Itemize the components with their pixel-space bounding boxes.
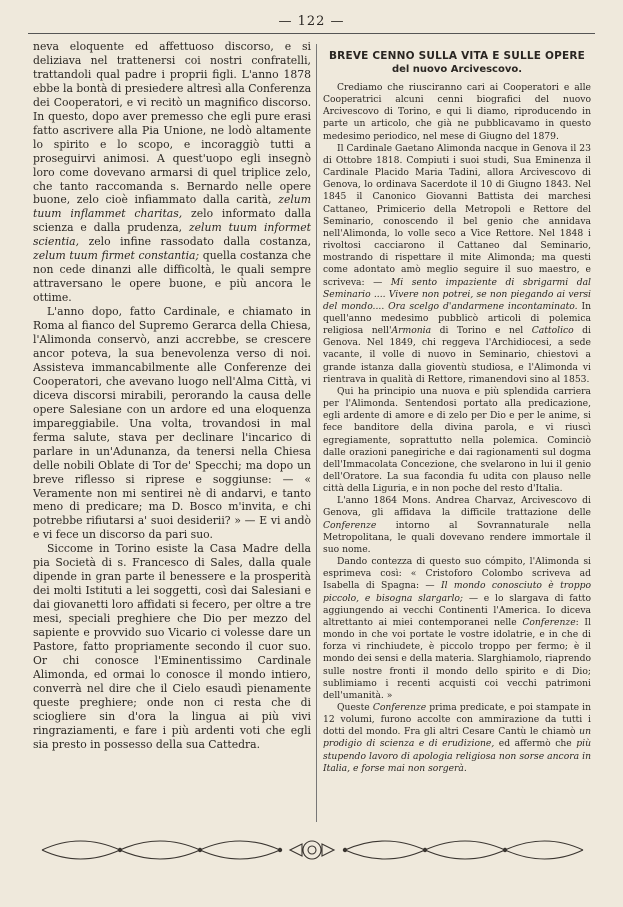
text-run: intorno al Sovrannaturale nella Metropolitana, le quali dovevano rendere immortale il suo nome. <box>323 519 591 555</box>
text-run: prima predicate, e poi stampate in 12 volumi, furono accolte con ammirazione da tutti i dotti del mondo. Fra gli altri Cesare Cantù le chiamò <box>323 701 591 738</box>
article-title: BREVE CENNO SULLA VITA E SULLE OPERE <box>328 50 586 62</box>
text-run: — e lo slargava di fatto aggiungendo ai vecchi Continenti l'America. Io diceva altrettanto ai miei contemporanei nelle <box>323 592 591 628</box>
left-paragraph-1 <box>33 40 311 305</box>
decorative-ornament-border <box>40 830 585 870</box>
text-run: Dando contezza di questo suo cómpito, l'Alimonda si esprimeva così: « Cristoforo Colombo scriveva ad Isabella di Spagna: — <box>323 556 591 592</box>
right-paragraph-6 <box>323 702 591 775</box>
text-run: di Genova. Nel 1849, chi reggeva l'Archidiocesi, a sede vacante, il volle di nuovo in Seminario, chiestovi a grande istanza dalla gioventù studiosa, e l'Alimonda vi rientrava in qualità di Rettore, rimanendovi sino al 1853. <box>323 325 591 385</box>
left-paragraph-3: Siccome in Torino esiste la Casa Madre della pia Società di s. Francesco di Sales, dalla quale dipende in gran parte il benessere e la prosperità dei molti Istituti a lei soggetti, così dai Salesiani e dai giovanetti loro affidati si fecero, per oltre a tre mesi, speciali preghiere che Dio per mezzo del sapiente e provvido suo Vicario ci volesse dare un Pastore, fatto propriamente secondo il cuor suo. Or chi conosce l'Eminentissimo Cardinale Alimonda, ed ormai lo conosce il mondo intiero, converrà nel dire che il Cielo esaudì pienamente queste preghiere; onde non ci resta che di sciogliere sin d'ora la lingua ai più vivi ringraziamenti, e fare i più ardenti voti che egli sia presto in possesso della sua Cattedra. <box>33 542 311 751</box>
article-subtitle: del nuovo Arcivescovo. <box>391 64 523 75</box>
latin-quote: zelum tuum firmet constantia; <box>33 249 200 263</box>
italic-quote: un prodigio di scienza e di erudizione, <box>323 726 591 750</box>
right-paragraph-3: Qui ha principio una nuova e più splendida carriera per l'Alimonda. Sentendosi portato alla predicazione, egli ardente di amore e di zelo per Dio e per le anime, si fece banditore della divina parola, e vi riuscì egregiamente, soprattutto nella polemica. Cominciò dalle orazioni panegiriche e dai ragionamenti sul dogma dell'Immacolata Concezione, che svelarono in lui il genio dell'Oratore. La sua facondia fu udita con plauso nelle città della Liguria, e in non poche del resto d'Italia. <box>323 385 591 495</box>
latin-quote: zelum tuum informet scientia, <box>33 221 311 249</box>
text-run: L'anno 1864 Mons. Andrea Charvaz, Arcivescovo di Genova, gli affidava la difficile trattazione delle <box>323 495 591 519</box>
right-paragraph-1: Crediamo che riusciranno cari ai Cooperatori e alle Cooperatrici alcuni cenni biografici del nuovo Arcivescovo di Torino, e qui li diamo, riproducendo in parte un articolo, che già ne pubblicavamo in questo medesimo periodico, nel mese di Giugno del 1879. <box>323 82 591 142</box>
italic-title: Cattolico <box>531 325 574 337</box>
text-run: In quell'anno medesimo pubblicò articoli di polemica religiosa nell' <box>323 300 591 337</box>
text-run: neva eloquente ed affettuoso discorso, e si deliziava nel trattenersi coi nostri confratelli, trattandoli qual padre i proprii figli. L'anno 1878 ebbe la bontà di presiedere altresì alla Conferenza dei Cooperatori, e vi recitò un magnifico discorso. In questo, dopo aver premesso che egli pure erasi fatto ascrivere alla Pia Unione, ne lodò altamente lo spirito e lo scopo, e incoraggiò tutti a proseguirvi animosi. A quest'uopo egli insegnò loro come dovevano armarsi di quel triplice zelo, che tanto raccomanda s. Bernardo nelle opere buone, zelo cioè infiammato dalla carità, <box>33 40 311 207</box>
column-divider <box>316 44 317 822</box>
header-rule <box>28 33 595 34</box>
italic-quote: più stupendo lavoro di apologia religiosa non sorse ancora in Italia, e forse mai non sorgerà. <box>323 738 591 774</box>
text-run: Queste <box>337 701 370 713</box>
latin-quote: zelum tuum inflammet charitas, <box>33 193 311 221</box>
italic-quote: Il mondo conosciuto è troppo piccolo, e bisogna slargarlo; <box>323 580 591 604</box>
text-run: zelo infine rassodato dalla costanza, <box>88 235 311 249</box>
text-run: di Torino e nel <box>439 325 524 337</box>
text-run: ed affermò che <box>498 738 572 750</box>
right-paragraph-5 <box>323 556 591 702</box>
right-paragraph-2 <box>323 143 591 386</box>
text-run: : Il mondo in che voi portate le vostre idolatrie, e in che di forza vi rinchiudete, è piccolo troppo per fermo; è il mondo dei sensi e della materia. Slarghiamolo, riaprendo sulle nostre fronti il mondo dello spirito e di Dio; sublimiamo i recenti acquisti coi vecchi patrimoni dell'umanità. » <box>323 616 591 701</box>
text-run: zelo informato dalla scienza e dalla prudenza, <box>33 207 311 235</box>
italic-title: Conferenze <box>522 616 576 628</box>
left-column <box>33 40 311 825</box>
italic-quote: Mi sento impaziente di sbrigarmi dal Seminario .... Vivere non potrei, se non piegando ai versi del mondo.... Ora scelgo d'andarmene incontaminato. <box>323 276 591 312</box>
italic-title: Conferenze <box>323 519 377 531</box>
right-column <box>323 40 591 830</box>
italic-title: Conferenze <box>372 701 427 713</box>
right-paragraph-4 <box>323 495 591 556</box>
text-run: Il Cardinale Gaetano Alimonda nacque in Genova il 23 di Ottobre 1818. Compiuti i suoi studi, Sua Eminenza il Cardinale Placido Maria Tadini, allora Arcivescovo di Genova, lo ordinava Sacerdote il 10 di Giugno 1843. Nel 1845 il Canonico Giovanni Battista dei marchesi Cattaneo, Primicerio della Metropoli e Rettore del Seminario, conoscendo il bel genio che annidava nell'Alimonda, lo volle seco a Vice Rettore. Nel 1848 i rivoltosi cacciarono il Cattaneo dal Seminario, mostrando di rispettare il mite Alimonda; ma questi come adontato amò meglio seguire il suo maestro, e scriveva: — <box>323 142 591 288</box>
left-paragraph-2: L'anno dopo, fatto Cardinale, e chiamato in Roma al fianco del Supremo Gerarca della Chiesa, l'Alimonda conservò, anzi accrebbe, se crescere ancor poteva, la sua benevolenza verso di noi. Assisteva immancabilmente alle Conferenze dei Cooperatori, che avevano luogo nell'Alma Città, vi diceva discorsi mirabili, perorando la causa delle opere Salesiane con un ardore ed una eloquenza impareggiabile. Una volta, trovandosi in mal ferma salute, stava per declinare l'incarico di parlare in un'Adunanza, da tenersi nella Chiesa delle nobili Oblate di Tor de' Specchi; ma dopo un breve riflesso si riprese e soggiunse: — « Veramente non mi sentirei nè di andarvi, e tanto meno di predicare; ma D. Bosco m'invita, e chi potrebbe rifiutarsi a' suoi desiderii? » — E vi andò e vi fece un discorso da pari suo. <box>33 305 311 542</box>
page-number: — 122 — <box>278 14 345 29</box>
text-run: quella costanza che non cede dinanzi alle difficoltà, le quali sempre attraversano le opere buone, e più ancora le ottime. <box>33 249 311 305</box>
italic-title: Armonia <box>391 325 432 337</box>
